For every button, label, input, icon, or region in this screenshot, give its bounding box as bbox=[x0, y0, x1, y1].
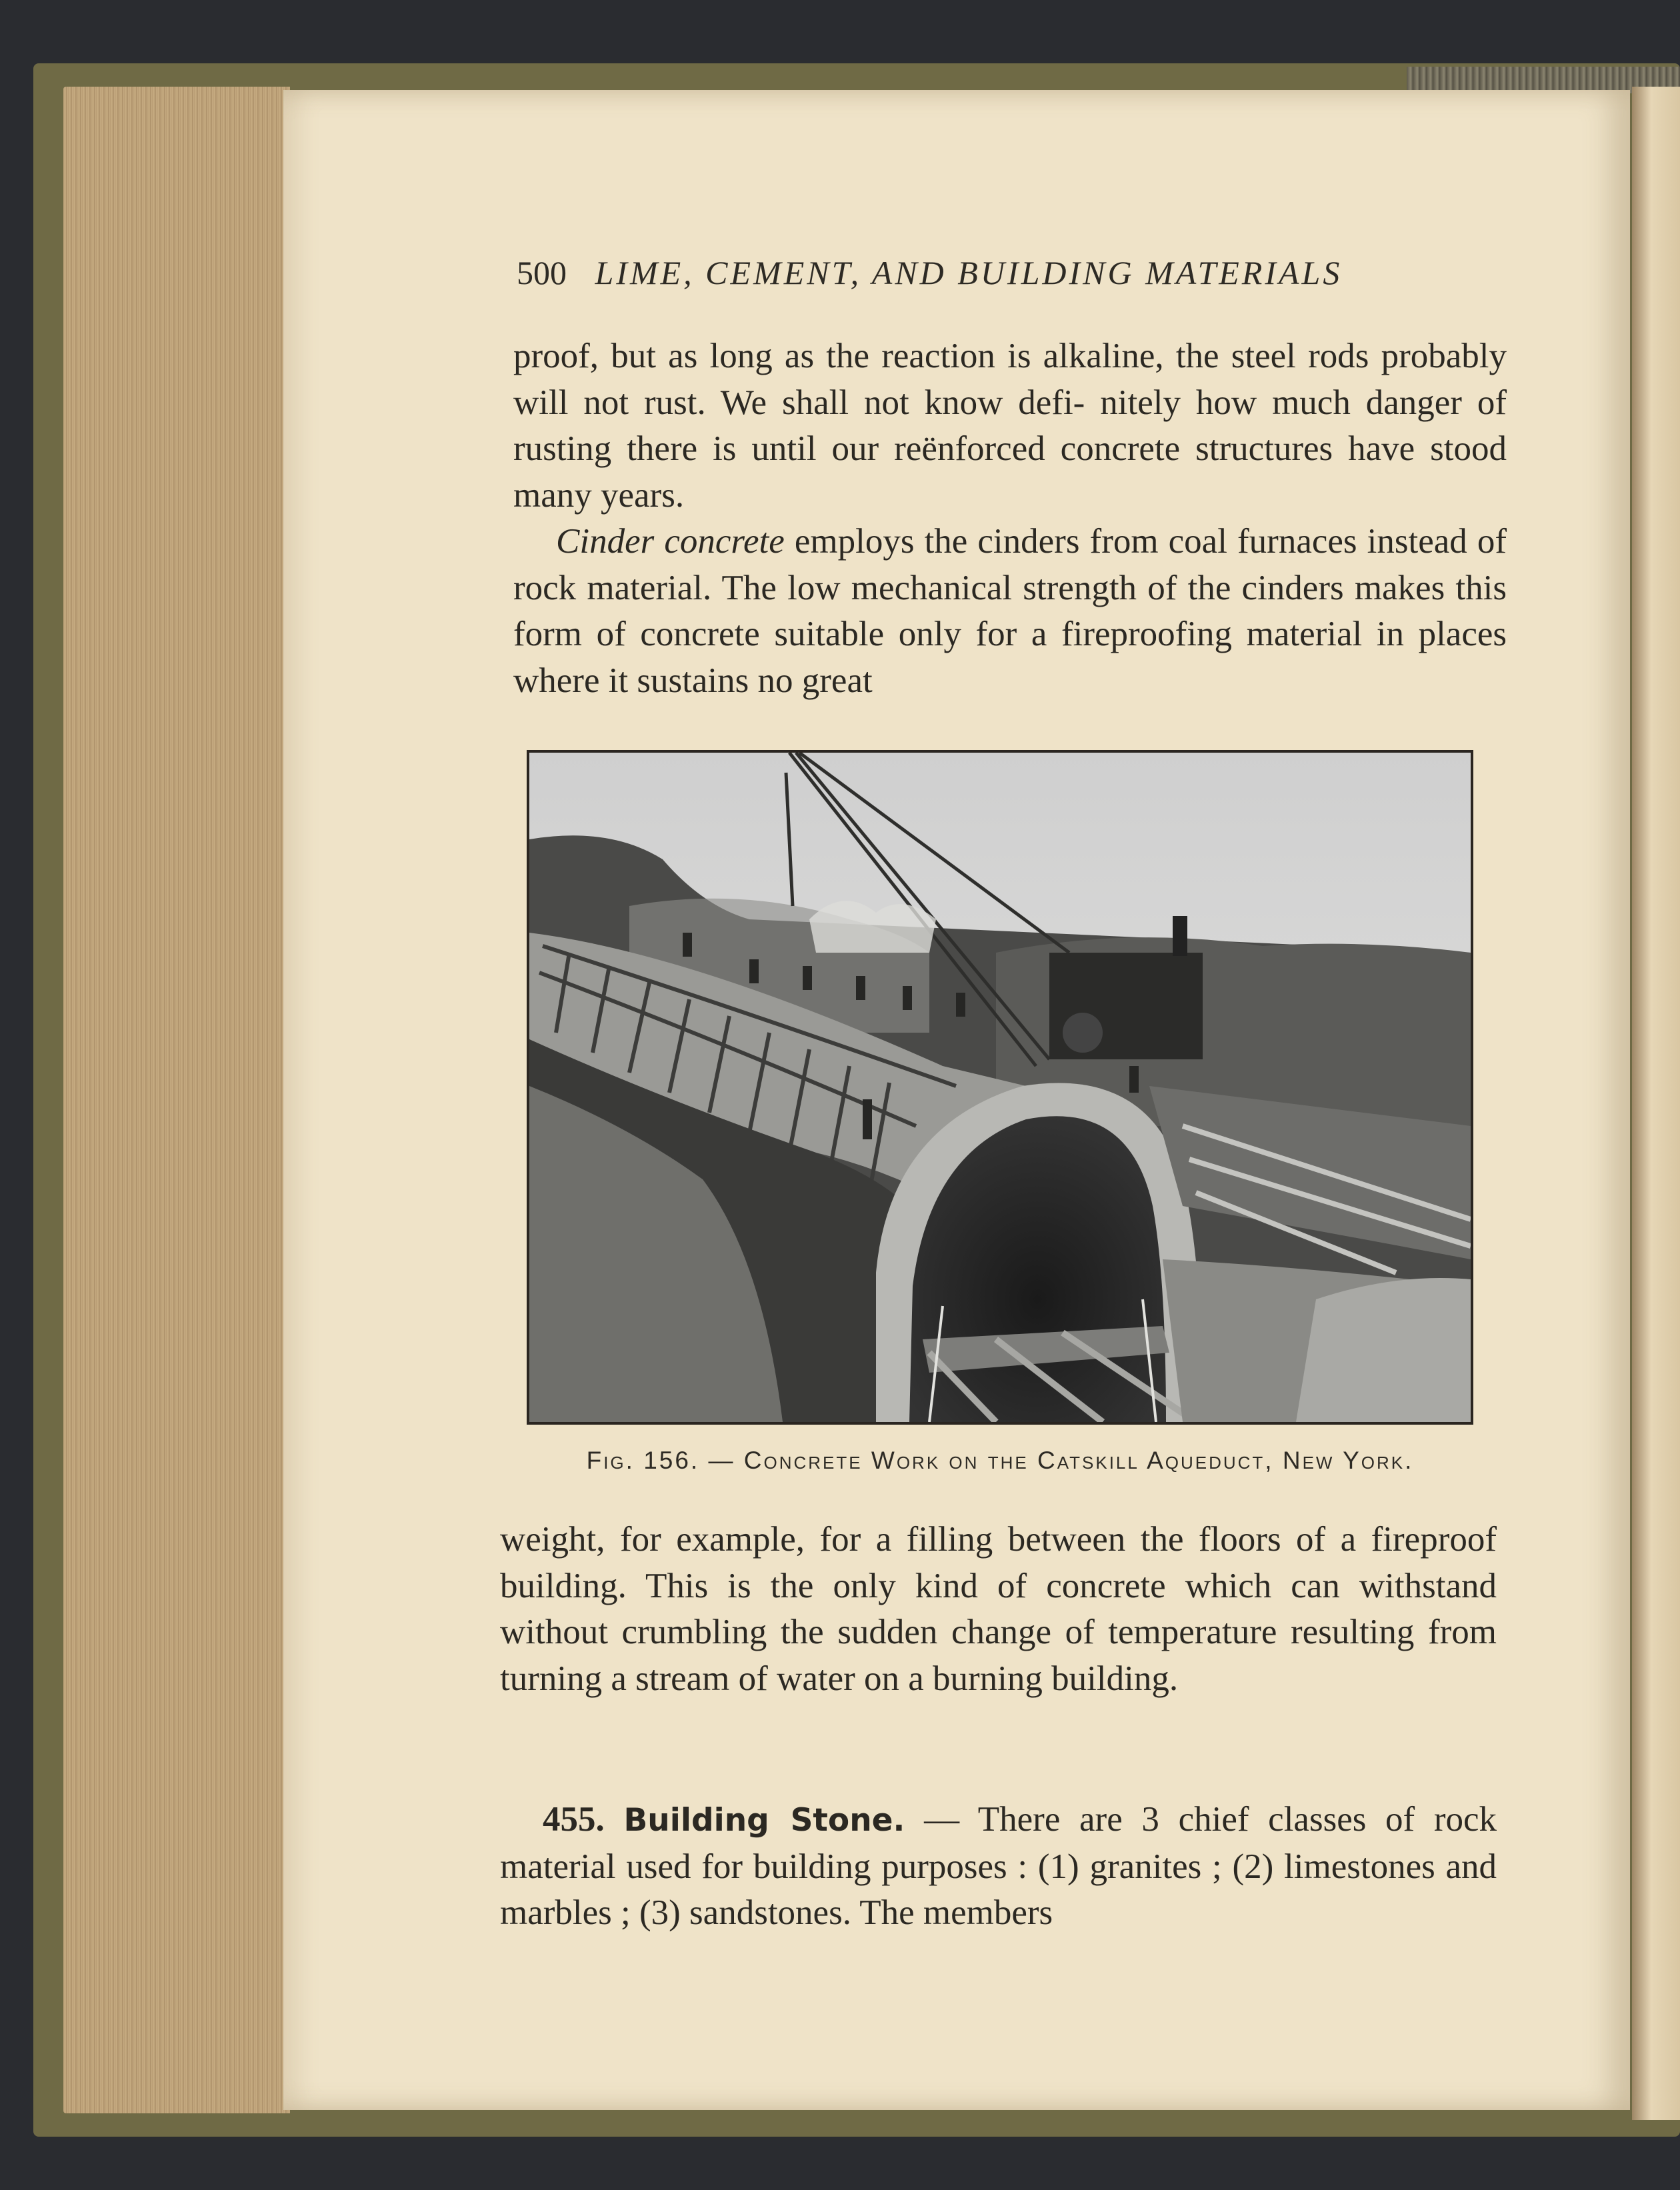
section-title: Building Stone. bbox=[623, 1802, 905, 1839]
page-edges bbox=[63, 87, 290, 2113]
paragraph bbox=[513, 519, 1507, 704]
section-dash: — bbox=[905, 1800, 978, 1839]
text-line: proof, but as long as the reaction is alkaline, the steel bbox=[513, 337, 1296, 375]
text-line: instead of rock material. The low mechanical strength of bbox=[513, 522, 1507, 607]
text-line: rods probably will not rust. We shall not know defi- bbox=[513, 337, 1507, 422]
paragraph bbox=[500, 1517, 1497, 1702]
running-title: LIME, CEMENT, AND BUILDING MATERIALS bbox=[595, 254, 1343, 291]
text-line: of temperature resulting from turning a stream of water bbox=[500, 1613, 1497, 1698]
text-line: employs the cinders from coal furnaces bbox=[784, 522, 1357, 561]
text-line: the cinders makes this form of concrete suitable only for bbox=[513, 568, 1507, 653]
text-line: reënforced concrete structures have stood many years. bbox=[513, 429, 1507, 515]
text-line: which can withstand without crumbling the sudden change bbox=[500, 1566, 1497, 1651]
running-head bbox=[517, 253, 1463, 292]
italic-term: Cinder concrete bbox=[556, 522, 785, 561]
text-line: weight, for example, for a filling between the floors of a bbox=[500, 1520, 1357, 1559]
text-line: There are 3 chief classes of rock bbox=[977, 1800, 1497, 1839]
text-line: fireproof building. This is the only kind of concrete bbox=[500, 1520, 1497, 1605]
text-line: nitely how much danger of rusting there is until our bbox=[513, 383, 1507, 468]
facing-page-edge bbox=[1632, 87, 1680, 2120]
section-455 bbox=[500, 1797, 1497, 1937]
aqueduct-photo bbox=[529, 753, 1471, 1422]
paragraph bbox=[513, 333, 1507, 519]
figure-caption: Fig. 156. — Concrete Work on the Catskill Aqueduct, New York. bbox=[586, 1447, 1414, 1474]
figure-photo bbox=[527, 750, 1473, 1425]
text-line: limestones and marbles ; (3) sandstones. The members bbox=[500, 1847, 1497, 1932]
text-block-continued bbox=[500, 1517, 1497, 1702]
text-block-top bbox=[513, 333, 1507, 704]
text-line: a fireproofing material in places where it sustains no great bbox=[513, 615, 1507, 700]
paragraph bbox=[500, 1797, 1497, 1937]
section-number: 455. bbox=[543, 1800, 605, 1839]
page-number: 500 bbox=[517, 254, 567, 291]
text-line: on a burning building. bbox=[864, 1659, 1179, 1698]
text-line: material used for building purposes : (1) granites ; (2) bbox=[500, 1847, 1274, 1886]
